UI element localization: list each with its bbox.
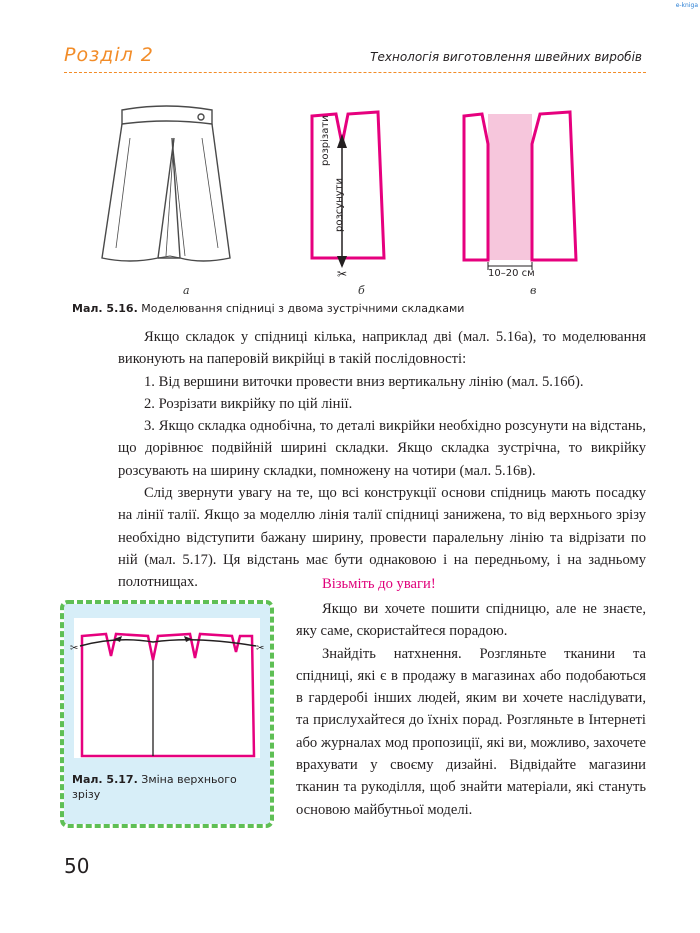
pattern-waist [70,634,264,756]
svg-text:✂: ✂ [336,267,348,281]
figure-5-16-caption [72,302,464,315]
caption-text-517: Зміна верхнього зрізу [72,773,237,801]
paragraph-1: Якщо складок у спідниці кілька, наприклад дві (мал. 5.16а), то моделювання виконують на паперовій викрійці в такій послідовності: [118,329,646,368]
fig-label-c: в [530,284,537,297]
attention-paragraph-1: Якщо ви хочете пошити спідницю, але не знаєте, яку саме, скористайтеся порадою. [296,601,646,640]
attention-paragraph-2: Знайдіть натхнення. Розгляньте тканини та спідниці, які є в продажу в магазинах або подобаються в гардеробі інших людей, яким ви хочете наслідувати, та прислухайтеся до їхніх порад. Розгляньте в Інтернеті або журналах мод пропозиції, які ви, можливо, захочете врахувати у своєму дизайні. Відвідайте магазини тканин та рукоділля, щоб знайти матеріали, які стануть основою майбутньої моделі. [296,645,646,818]
label-spread: розсунути [334,178,345,232]
header-divider [64,72,646,73]
attention-text [296,598,646,821]
paragraph-2: Слід звернути увагу на те, що всі конструкції основи спідниць мають посадку на лінії талії. Якщо за моделлю лінія талії спідниці занижена, то від верхнього зрізу необхідно відступити бажану ширину, провести паралельну лінію та відрізати по ній (мал. 5.17). Ця відстань має бути однаковою і на передньому, і на задньому полотнищах. [118,485,646,591]
figure-5-17-caption [72,772,252,802]
list-item-1: 1. Від вершини виточки провести вниз вертикальну лінію (мал. 5.16б). [144,373,584,390]
svg-text:✂: ✂ [70,643,79,654]
page-number: 50 [64,854,90,878]
list-item-3: 3. Якщо складка однобічна, то деталі викрійки необхідно розсунути на відстань, що дорівнює подвійній ширині складки. Якщо складка зустрічна, то викрійку розсувають на ширину складки, помножену на чотири (мал. 5.16в). [118,418,646,479]
pattern-spread [464,112,576,270]
caption-number-517: Мал. 5.17. [72,773,138,786]
label-cut: розрізати [320,115,331,166]
skirt-sketch [102,106,230,261]
running-header: Технологія виготовлення швейних виробів [370,50,642,64]
caption-number: Мал. 5.16. [72,302,138,315]
list-item-2: 2. Розрізати викрійку по цій лінії. [144,395,353,412]
measure-label: 10–20 см [488,268,535,279]
attention-title: Візьміть до уваги! [322,576,436,592]
body-text [118,326,646,594]
fig-label-b: б [358,284,365,297]
svg-text:✂: ✂ [256,643,265,654]
caption-text: Моделювання спідниці з двома зустрічними складками [137,302,465,315]
section-title: Розділ 2 [64,44,154,66]
corner-logo: e-kniga [675,2,698,9]
fig-label-a: а [183,284,190,297]
